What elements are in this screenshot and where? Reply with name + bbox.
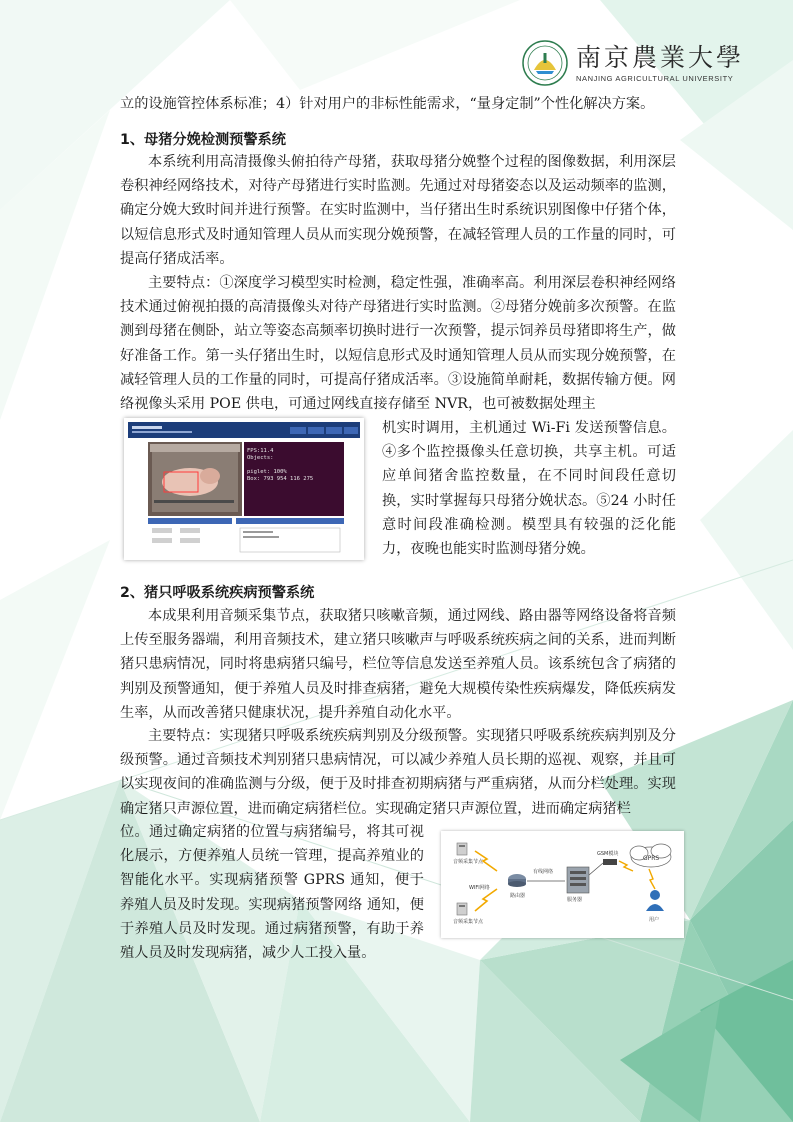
university-seal-icon: [522, 40, 568, 86]
gsm-module-icon: [603, 859, 617, 865]
audio-node-icon: [457, 843, 467, 855]
gprs-label: GPRS: [643, 855, 660, 862]
router-icon: [508, 874, 526, 887]
sow-monitoring-screenshot: [124, 418, 364, 560]
section1-paragraph1: 本系统利用高清摄像头俯拍待产母猪，获取母猪分娩整个过程的图像数据，利用深层卷积神经网络技术，对待产母猪进行实时监测。先通过对母猪姿态以及运动频率的监测，确定分娩大致时间并进行预警。在实时监测中，当仔猪出生时系统识别图像中仔猪个体，以短信息形式及时通知管理人员从而实现分娩预警，在减轻管理人员的工作量的同时，可提高仔猪成活率。: [120, 154, 676, 267]
server-icon: [567, 867, 589, 893]
router-label: 路由器: [510, 893, 526, 899]
intro-line: 立的设施管控体系标准；4）针对用户的非标性能需求，“量身定制”个性化解决方案。: [120, 96, 655, 112]
section2-paragraph2-wrap: 位。通过确定病猪的位置与病猪编号，将其可视化展示，方便养殖人员统一管理，提高养殖业的智能化水平。实现病猪预警 GPRS 通知，便于养殖人员及时发现。实现病猪预警网络 通知，便于养殖人员及时发现。通过病猪预警，有助于养殖人员及时发现病猪，减少人工投入量。: [120, 824, 424, 962]
audio-node-icon: [457, 903, 467, 915]
terminal-piglet: piglet: 100%: [247, 469, 287, 475]
section2-paragraph1: 本成果利用音频采集节点，获取猪只咳嗽音频，通过网线、路由器等网络设备将音频上传至服务器端，利用音频技术，建立猪只咳嗽声与呼吸系统疾病之间的关系，进而判断猪只患病情况，同时将患病猪只编号，栏位等信息发送至养殖人员。该系统包含了病猪的判别及预警通知，便于养殖人员及时排查病猪，避免大规模传染性疾病爆发，降低疾病发生率，从而改善猪只健康状况，提升养殖自动化水平。: [120, 608, 676, 721]
network-diagram: [441, 831, 684, 938]
university-logo: [522, 40, 744, 86]
audio-node2-label: 音频采集节点: [453, 919, 484, 925]
server-label: 服务器: [567, 897, 583, 903]
section1-heading: 1、母猪分娩检测预警系统: [120, 132, 286, 148]
section1-paragraph2-wrap: 机实时调用，主机通过 Wi-Fi 发送预警信息。④多个监控摄像头任意切换，共享主机。可适应单间猪舍监控数量，在不同时间段任意切换，实时掌握每只母猪分娩状态。⑤24 小时任意时间段准确检测。模型具有较强的泛化能力，夜晚也能实时监测母猪分娩。: [382, 420, 676, 558]
terminal-fps: FPS:11.4: [247, 448, 274, 454]
user-label: 用户: [649, 917, 660, 923]
university-name-en: NANJING AGRICULTURAL UNIVERSITY: [576, 73, 734, 83]
wifi-label: WIFI网络: [469, 885, 490, 891]
university-name-cn: 南京農業大學: [576, 42, 745, 72]
section1-paragraph2: 主要特点：①深度学习模型实时检测，稳定性强，准确率高。利用深层卷积神经网络技术通过俯视拍摄的高清摄像头对待产母猪进行实时监测。②母猪分娩前多次预警。在监测到母猪在侧卧，站立等姿态高频率切换时进行一次预警，提示饲养员母猪即将生产，做好准备工作。第一头仔猪出生时，以短信息形式及时通知管理人员从而实现分娩预警，在减轻管理人员的工作量的同时，可提高仔猪成活率。③设施简单耐耗，数据传输方便。网络视像头采用 POE 供电，可通过网线直接存储至 NVR，也可被数据处理主: [120, 275, 676, 413]
terminal-objects: Objects:: [247, 455, 274, 461]
section2-paragraph2: 主要特点：实现猪只呼吸系统疾病判别及分级预警。实现猪只呼吸系统疾病判别及分级预警。通过音频技术判别猪只患病情况，可以减少养殖人员长期的巡视、观察，并且可以实现夜间的准确监测与分级，便于及时排查初期病猪与严重病猪，从而分栏处理。实现确定猪只声源位置，进而确定病猪栏位。实现确定猪只声源位置，进而确定病猪栏: [120, 728, 676, 817]
gsm-label: GSM模块: [597, 851, 619, 857]
terminal-box: Box: 793 954 116 275: [247, 476, 314, 482]
wired-label: 有线网络: [533, 869, 554, 875]
audio-node1-label: 音频采集节点: [453, 859, 484, 865]
section2-heading: 2、猪只呼吸系统疾病预警系统: [120, 585, 315, 601]
